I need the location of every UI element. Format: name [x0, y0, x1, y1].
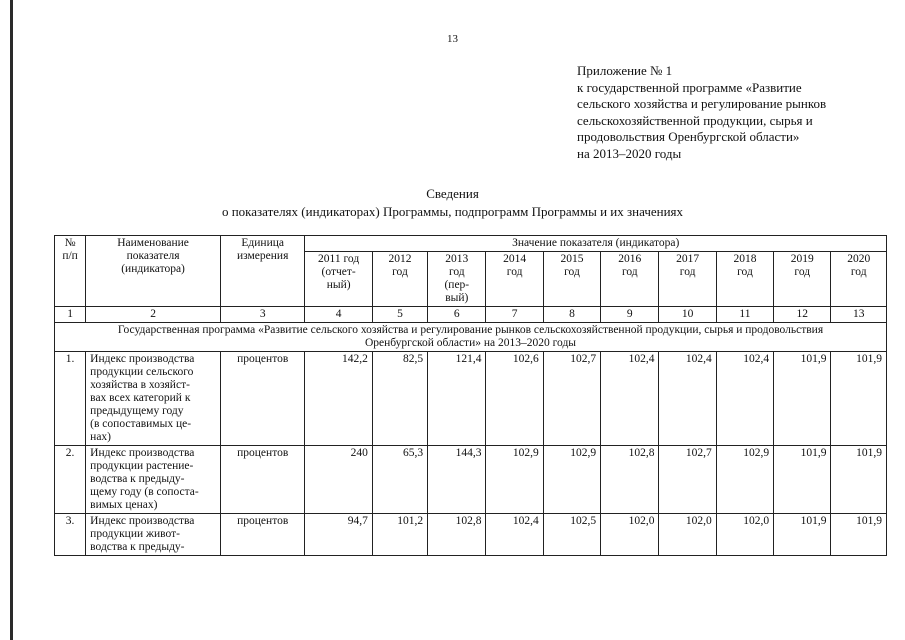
row-number: 3.	[55, 514, 86, 556]
program-title: Государственная программа «Развитие сельского хозяйства и регулирование рынков сельскохозяйственной продукции, сырья и продовольствия Оренбургской области» на 2013–2020 годы	[55, 323, 887, 352]
value-cell: 101,2	[372, 514, 427, 556]
value-cell: 94,7	[305, 514, 372, 556]
value-cell: 144,3	[428, 446, 486, 514]
appendix-line: Приложение № 1	[577, 63, 673, 78]
header-year-2020: 2020 год	[831, 252, 887, 307]
indicators-table	[54, 235, 887, 556]
value-cell: 102,6	[486, 352, 543, 446]
column-number-row	[55, 307, 887, 323]
appendix-line: продовольствия Оренбургской области»	[577, 129, 800, 144]
header-unit: Единица измерения	[220, 236, 304, 307]
page-edge-line	[10, 0, 13, 640]
value-cell: 102,4	[601, 352, 659, 446]
indicator-unit: процентов	[220, 514, 304, 556]
appendix-note	[577, 63, 887, 162]
appendix-line: на 2013–2020 годы	[577, 145, 682, 161]
value-cell: 101,9	[774, 446, 831, 514]
header-year-2013: 2013 год (пер- вый)	[428, 252, 486, 307]
value-cell: 102,9	[543, 446, 600, 514]
value-cell: 102,7	[659, 446, 716, 514]
heading-subtitle: о показателях (индикаторах) Программы, подпрограмм Программы и их значениях	[221, 204, 684, 219]
column-number: 9	[601, 307, 659, 323]
value-cell: 101,9	[831, 352, 887, 446]
column-number: 4	[305, 307, 372, 323]
column-number: 2	[86, 307, 221, 323]
column-number: 1	[55, 307, 86, 323]
column-number: 12	[774, 307, 831, 323]
header-year-2012: 2012 год	[372, 252, 427, 307]
table-row	[55, 352, 887, 446]
value-cell: 101,9	[831, 446, 887, 514]
indicator-name: Индекс производства продукции сельского хозяйства в хозяйст- вах всех категорий к предыдущему году (в сопоставимых це- нах)	[86, 352, 221, 446]
value-cell: 102,9	[486, 446, 543, 514]
value-cell: 102,8	[601, 446, 659, 514]
value-cell: 101,9	[831, 514, 887, 556]
indicator-name: Индекс производства продукции живот- водства к предыду-	[86, 514, 221, 556]
value-cell: 102,4	[716, 352, 773, 446]
header-year-2014: 2014 год	[486, 252, 543, 307]
column-number: 11	[716, 307, 773, 323]
page-number: 13	[447, 33, 458, 45]
value-cell: 65,3	[372, 446, 427, 514]
column-number: 13	[831, 307, 887, 323]
table-row	[55, 446, 887, 514]
value-cell: 102,9	[716, 446, 773, 514]
header-year-2018: 2018 год	[716, 252, 773, 307]
header-year-2011: 2011 год (отчет- ный)	[305, 252, 372, 307]
value-cell: 101,9	[774, 514, 831, 556]
value-cell: 102,7	[543, 352, 600, 446]
header-year-2019: 2019 год	[774, 252, 831, 307]
header-year-2016: 2016 год	[601, 252, 659, 307]
column-number: 5	[372, 307, 427, 323]
value-cell: 102,0	[716, 514, 773, 556]
header-year-2017: 2017 год	[659, 252, 716, 307]
value-cell: 121,4	[428, 352, 486, 446]
appendix-line: сельскохозяйственной продукции, сырья и	[577, 112, 813, 128]
column-number: 7	[486, 307, 543, 323]
indicator-name: Индекс производства продукции растение- водства к предыду- щему году (в сопоста- вимых ценах)	[86, 446, 221, 514]
indicator-unit: процентов	[220, 446, 304, 514]
value-cell: 102,0	[659, 514, 716, 556]
table-header-row	[55, 236, 887, 252]
value-cell: 102,5	[543, 514, 600, 556]
row-number: 1.	[55, 352, 86, 446]
appendix-line: к государственной программе «Развитие	[577, 79, 802, 95]
column-number: 3	[220, 307, 304, 323]
column-number: 6	[428, 307, 486, 323]
header-year-2015: 2015 год	[543, 252, 600, 307]
appendix-line: сельского хозяйства и регулирование рынков	[577, 96, 827, 111]
table-row	[55, 514, 887, 556]
column-number: 10	[659, 307, 716, 323]
heading-title: Сведения	[426, 186, 479, 201]
value-cell: 102,0	[601, 514, 659, 556]
value-cell: 102,4	[486, 514, 543, 556]
value-cell: 102,4	[659, 352, 716, 446]
value-cell: 101,9	[774, 352, 831, 446]
header-value-group: Значение показателя (индикатора)	[305, 236, 887, 252]
row-number: 2.	[55, 446, 86, 514]
indicator-unit: процентов	[220, 352, 304, 446]
value-cell: 240	[305, 446, 372, 514]
value-cell: 102,8	[428, 514, 486, 556]
column-number: 8	[543, 307, 600, 323]
header-indicator-name: Наименование показателя (индикатора)	[86, 236, 221, 307]
document-heading	[0, 185, 905, 221]
value-cell: 82,5	[372, 352, 427, 446]
program-title-row	[55, 323, 887, 352]
value-cell: 142,2	[305, 352, 372, 446]
header-number: № п/п	[55, 236, 86, 307]
